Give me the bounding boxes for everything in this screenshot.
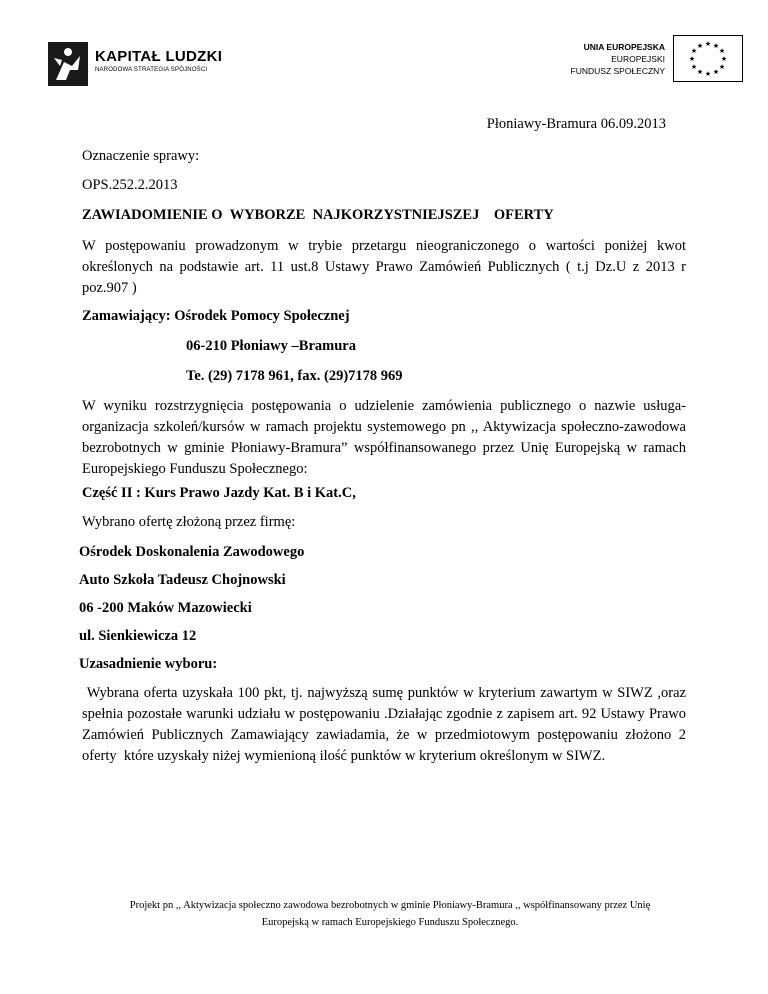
company-city: 06 -200 Maków Mazowiecki <box>79 600 252 616</box>
svg-text:★: ★ <box>704 40 712 48</box>
kapital-ludzki-logo-text <box>95 49 222 75</box>
footer <box>90 897 690 931</box>
svg-text:★: ★ <box>718 47 726 55</box>
document-title: ZAWIADOMIENIE O WYBORZE NAJKORZYSTNIEJSZEJ OFERTY <box>82 207 554 223</box>
eu-flag-icon <box>673 35 743 82</box>
logo-title: KAPITAŁ LUDZKI <box>95 48 223 65</box>
company-street: ul. Sienkiewicza 12 <box>79 628 197 644</box>
eu-line-3: FUNDUSZ SPOŁECZNY <box>570 66 665 76</box>
footer-line-1: Projekt pn ,, Aktywizacja społeczno zawodowa bezrobotnych w gminie Płoniawy-Bramura ,, współfinansowany przez Unię <box>129 900 651 911</box>
part-line: Część II : Kurs Prawo Jazdy Kat. B i Kat.C, <box>82 485 356 501</box>
svg-text:★: ★ <box>696 42 704 50</box>
ordering-party: Zamawiający: Ośrodek Pomocy Społecznej <box>82 308 350 324</box>
eu-line-2: EUROPEJSKI <box>611 54 665 64</box>
justification-label: Uzasadnienie wyboru: <box>79 656 218 672</box>
eu-line-1: UNIA EUROPEJSKA <box>583 42 665 52</box>
document-date: Płoniawy-Bramura 06.09.2013 <box>486 116 666 132</box>
svg-text:★: ★ <box>718 63 726 71</box>
eu-logo-text <box>571 41 665 77</box>
svg-text:★: ★ <box>712 42 720 50</box>
intro-paragraph: W postępowaniu prowadzonym w trybie przetargu nieograniczonego o wartości poniżej kwot określonych na podstawie art. 11 ust.8 Ustawy Prawo Zamówień Publicznych ( t.j Dz.U z 2013 r poz.907 ) <box>82 238 686 296</box>
result-paragraph: W wyniku rozstrzygnięcia postępowania o udzielenie zamówienia publicznego o nazwie usługa-organizacja szkoleń/kursów w ramach projektu systemowego pn ,, Aktywizacja społeczno-zawodowa bezrobotnych w gminie Płoniawy-Bramura” współfinansowanego przez Unię Europejską w ramach Europejskiego Funduszu Społecznego: <box>82 398 686 477</box>
ordering-phone: Te. (29) 7178 961, fax. (29)7178 969 <box>186 368 403 384</box>
company-school: Auto Szkoła Tadeusz Chojnowski <box>79 572 286 588</box>
svg-text:★: ★ <box>690 63 698 71</box>
svg-text:★: ★ <box>688 55 696 63</box>
svg-text:★: ★ <box>704 70 712 78</box>
case-label: Oznaczenie sprawy: <box>82 148 200 164</box>
selected-label: Wybrano ofertę złożoną przez firmę: <box>82 514 296 530</box>
case-number: OPS.252.2.2013 <box>82 177 178 193</box>
logo-subtitle: NARODOWA STRATEGIA SPÓJNOŚCI <box>95 67 208 73</box>
svg-text:★: ★ <box>696 68 704 76</box>
svg-text:★: ★ <box>720 55 728 63</box>
ordering-address: 06-210 Płoniawy –Bramura <box>186 338 356 354</box>
justification-paragraph: Wybrana oferta uzyskała 100 pkt, tj. najwyższą sumę punktów w kryterium zawartym w SIWZ ,oraz spełnia pozostałe warunki udziału w postępowaniu .Działając zgodnie z zapisem art. 92 Ustawy Prawo Zamówień Publicznych Zamawiający zawiadamia, że w przedmiotowym postępowaniu złożono 2 oferty które uzyskały niżej wymienioną ilość punktów w kryterium określonym w SIWZ. <box>82 685 690 764</box>
company-name: Ośrodek Doskonalenia Zawodowego <box>79 544 305 560</box>
svg-text:★: ★ <box>690 47 698 55</box>
svg-text:★: ★ <box>712 68 720 76</box>
footer-line-2: Europejską w ramach Europejskiego Funduszu Społecznego. <box>261 917 519 928</box>
